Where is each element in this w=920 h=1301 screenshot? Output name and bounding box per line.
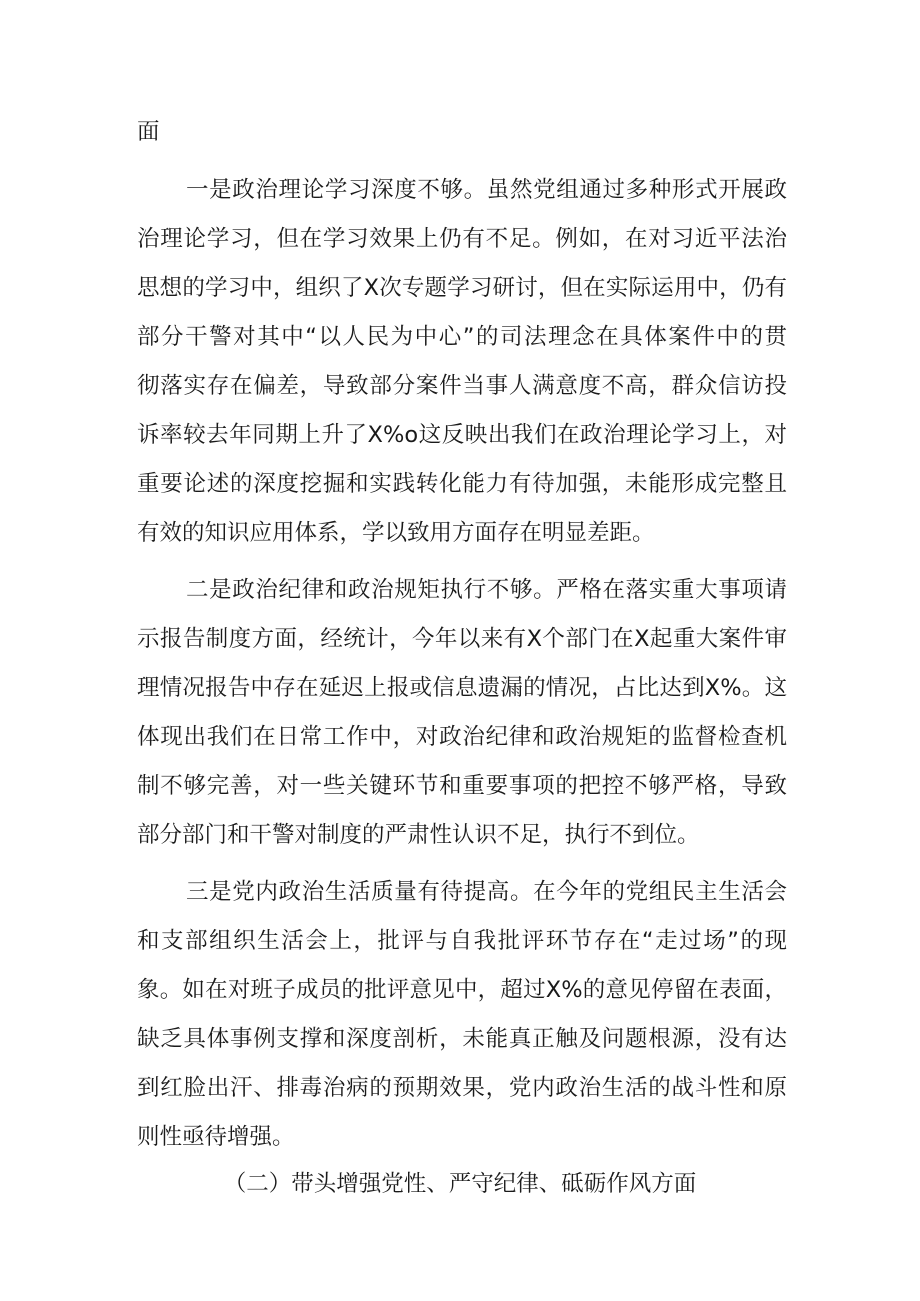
paragraph-1-line-2: 治理论学习，但在学习效果上仍有不足。例如，在对习近平法治 xyxy=(137,226,787,252)
paragraph-3-line-2: 和支部组织生活会上，批评与自我批评环节存在“走过场”的现 xyxy=(137,928,787,954)
paragraph-1-line-1: 一是政治理论学习深度不够。虽然党组通过多种形式开展政 xyxy=(186,177,787,203)
paragraph-1-line-7: 重要论述的深度挖掘和实践转化能力有待加强，未能形成完整且 xyxy=(137,471,787,497)
paragraph-3-line-1: 三是党内政治生活质量有待提高。在今年的党组民主生活会 xyxy=(186,879,787,905)
paragraph-3-line-3: 象。如在对班子成员的批评意见中，超过X%的意见停留在表面， xyxy=(137,977,787,1003)
paragraph-2-line-3: 理情况报告中存在延迟上报或信息遗漏的情况，占比达到X%。这 xyxy=(137,675,787,701)
paragraph-2-line-2: 示报告制度方面，经统计，今年以来有X个部门在X起重大案件审 xyxy=(137,626,787,652)
paragraph-1-line-8: 有效的知识应用体系，学以致用方面存在明显差距。 xyxy=(137,520,655,546)
paragraph-1-line-3: 思想的学习中，组织了X次专题学习研讨，但在实际运用中，仍有 xyxy=(137,275,787,301)
paragraph-2-line-6: 部分部门和干警对制度的严肃性认识不足，执行不到位。 xyxy=(137,822,700,848)
paragraph-3-line-4: 缺乏具体事例支撑和深度剖析，未能真正触及问题根源，没有达 xyxy=(137,1026,787,1052)
paragraph-1-line-6: 诉率较去年同期上升了X%o这反映出我们在政治理论学习上，对 xyxy=(137,422,787,448)
paragraph-3-line-6: 则性亟待增强。 xyxy=(137,1124,295,1150)
paragraph-1-line-4: 部分干警对其中“以人民为中心”的司法理念在具体案件中的贯 xyxy=(137,324,787,350)
fragment-top-line: 面 xyxy=(137,119,160,145)
paragraph-2-line-5: 制不够完善，对一些关键环节和重要事项的把控不够严格，导致 xyxy=(137,773,787,799)
paragraph-2-line-1: 二是政治纪律和政治规矩执行不够。严格在落实重大事项请 xyxy=(186,577,787,603)
paragraph-3-line-5: 到红脸出汗、排毒治病的预期效果，党内政治生活的战斗性和原 xyxy=(137,1075,787,1101)
section-heading: （二）带头增强党性、严守纪律、砥砺作风方面 xyxy=(223,1171,697,1197)
paragraph-2-line-4: 体现出我们在日常工作中，对政治纪律和政治规矩的监督检查机 xyxy=(137,724,787,750)
paragraph-1-line-5: 彻落实存在偏差，导致部分案件当事人满意度不高，群众信访投 xyxy=(137,373,787,399)
